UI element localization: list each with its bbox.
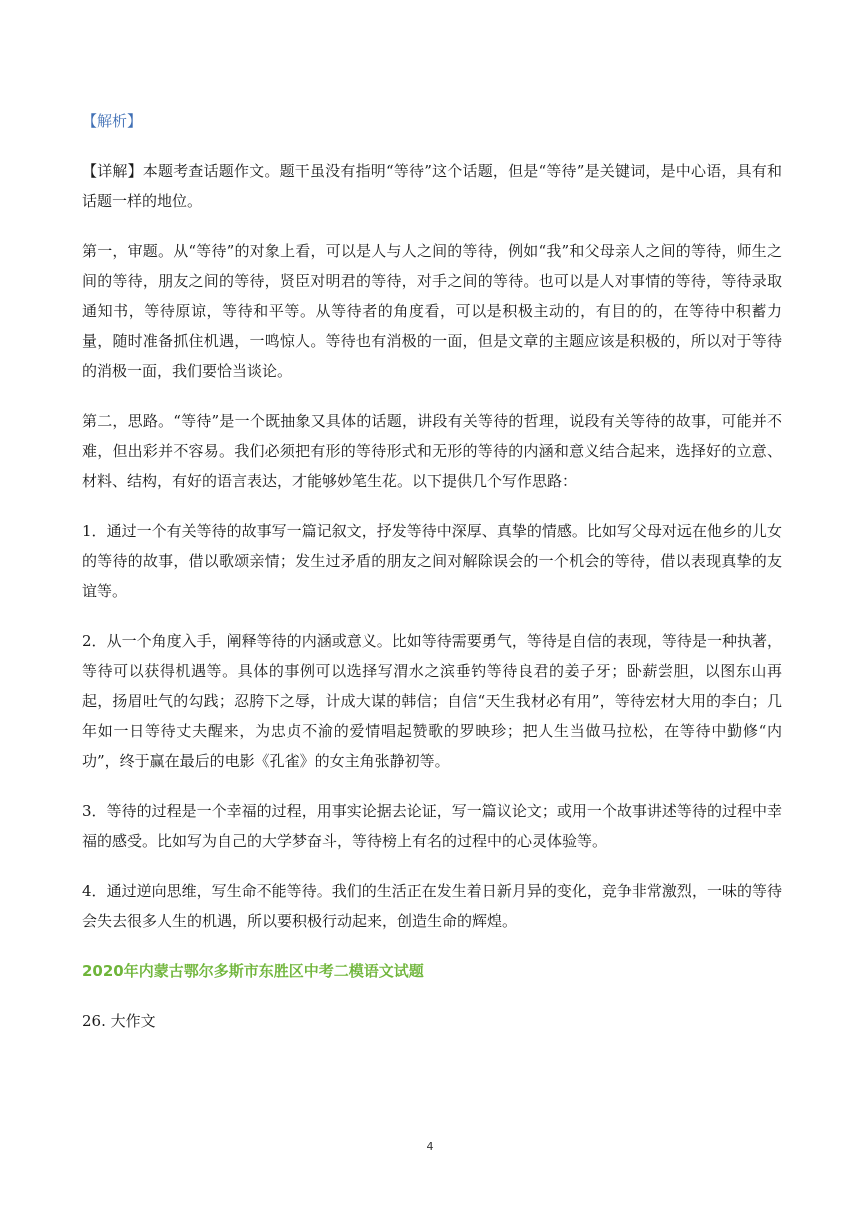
paragraph-idea-4: 4．通过逆向思维，写生命不能等待。我们的生活正在发生着日新月异的变化，竞争非常激烈，一味的等待会失去很多人生的机遇，所以要积极行动起来，创造生命的辉煌。 [82,882,782,930]
analysis-tag: 【解析】 [82,112,143,130]
paragraph-idea-3: 3．等待的过程是一个幸福的过程，用事实论据去论证，写一篇议论文；或用一个故事讲述等待的过程中幸福的感受。比如写为自己的大学梦奋斗，等待榜上有名的过程中的心灵体验等。 [82,802,782,850]
exam-heading: 2020年内蒙古鄂尔多斯市东胜区中考二模语文试题 [82,962,424,980]
paragraph-idea-1: 1．通过一个有关等待的故事写一篇记叙文，抒发等待中深厚、真挚的情感。比如写父母对远在他乡的儿女的等待的故事，借以歌颂亲情；发生过矛盾的朋友之间对解除误会的一个机会的等待，借以表现真挚的友谊等。 [82,522,782,600]
page-content [82,106,782,1036]
paragraph-idea-2: 2．从一个角度入手，阐释等待的内涵或意义。比如等待需要勇气，等待是自信的表现，等待是一种执著，等待可以获得机遇等。具体的事例可以选择写渭水之滨垂钓等待良君的姜子牙；卧薪尝胆，以图东山再起，扬眉吐气的勾践；忍胯下之辱，计成大谋的韩信；自信“天生我材必有用”，等待宏材大用的李白；几年如一日等待丈夫醒来，为忠贞不渝的爱情唱起赞歌的罗映珍；把人生当做马拉松，在等待中勤修“内功”，终于赢在最后的电影《孔雀》的女主角张静初等。 [82,632,782,770]
question-item: 26. 大作文 [82,1012,156,1030]
page-number: 4 [426,1140,434,1153]
paragraph-approach: 第二，思路。“等待”是一个既抽象又具体的话题，讲段有关等待的哲理，说段有关等待的故事，可能并不难，但出彩并不容易。我们必须把有形的等待形式和无形的等待的内涵和意义结合起来，选择好的立意、材料、结构，有好的语言表达，才能够妙笔生花。以下提供几个写作思路： [82,412,782,490]
paragraph-topic-review: 第一，审题。从“等待”的对象上看，可以是人与人之间的等待，例如“我”和父母亲人之间的等待，师生之间的等待，朋友之间的等待，贤臣对明君的等待，对手之间的等待。也可以是人对事情的等待，等待录取通知书，等待原谅，等待和平等。从等待者的角度看，可以是积极主动的，有目的的，在等待中积蓄力量，随时准备抓住机遇，一鸣惊人。等待也有消极的一面，但是文章的主题应该是积极的，所以对于等待的消极一面，我们要恰当谈论。 [82,242,782,380]
paragraph-detail: 【详解】本题考查话题作文。题干虽没有指明“等待”这个话题，但是“等待”是关键词，是中心语，具有和话题一样的地位。 [82,162,782,210]
